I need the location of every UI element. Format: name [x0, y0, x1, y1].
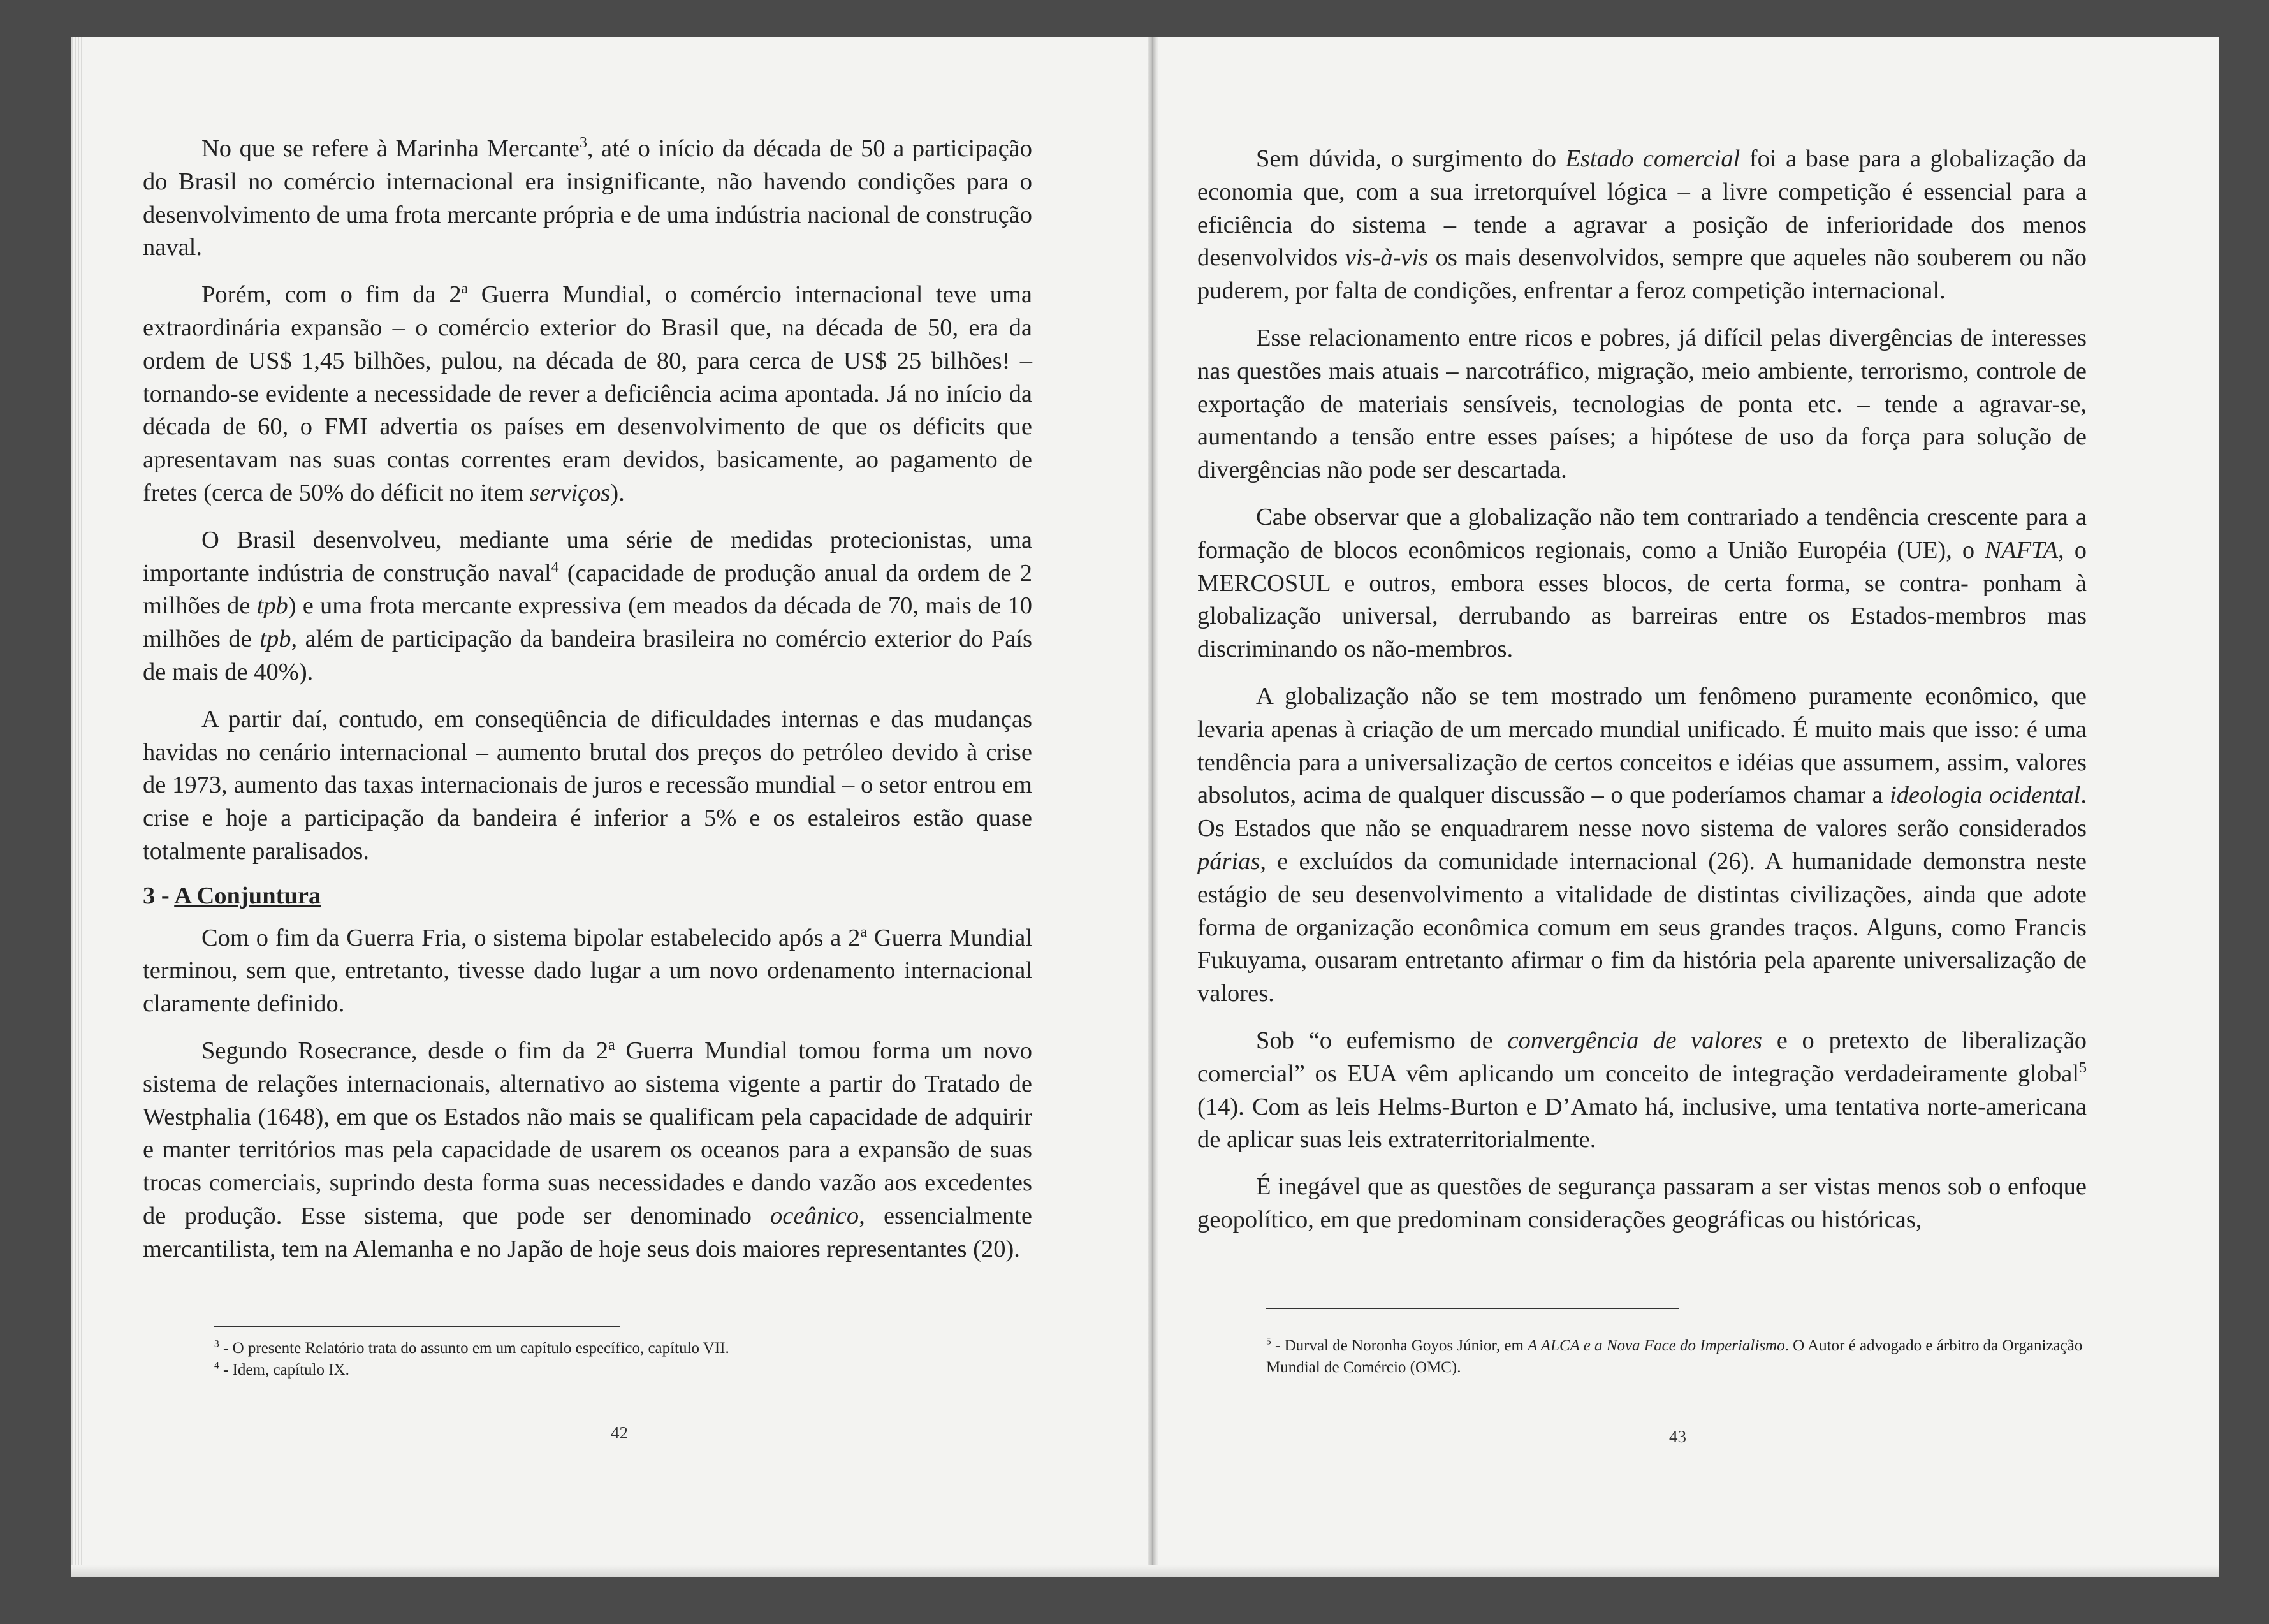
paragraph: Segundo Rosecrance, desde o fim da 2$^a$ Guerra Mundial tomou forma um novo sistema de relações internacionais, alternativo ao sistema vigente a partir do Tratado de Westphalia (1648), em que os Estados não mais se qualificam pela capacidade de adquirir e manter territórios mas pela capacidade de usarem os oceanos para a expansão de suas trocas comerciais, suprindo desta forma suas necessidades e dando vazão aos excedentes de produção. Esse sistema, que pode ser denominado oceânico, essencialmente mercantilista, tem na Alemanha e no Japão de hoje seus dois maiores representantes (20).: [143, 1037, 1033, 1262]
italic-text: Estado comercial: [1565, 145, 1740, 172]
left-paragraphs-after-heading: [143, 922, 1032, 1266]
paragraph: Sem dúvida, o surgimento do Estado comercial foi a base para a globalização da economia que, com a sua irretorquível lógica – a livre competição é essencial para a eficiência do sistema – tende a agravar a posição de inferioridade dos menos desenvolvidos vis-à-vis os mais desenvolvidos, sempre que aqueles não souberem ou não puderem, por falta de condições, enfrentar a feroz competição internacional.: [1197, 145, 2087, 305]
right-footnote-rule: [1266, 1308, 1679, 1309]
italic-text: párias: [1197, 847, 1260, 875]
section-heading-prefix: 3 -: [143, 882, 175, 909]
superscript: 3: [579, 135, 587, 152]
italic-text: vis-à-vis: [1345, 244, 1429, 272]
section-heading-title: A Conjuntura: [174, 882, 321, 909]
page-bottom-shadow: [71, 1565, 2219, 1577]
page-edge-stack: [71, 37, 82, 1577]
left-footnotes: [214, 1338, 1037, 1381]
italic-text: NAFTA: [1985, 536, 2059, 564]
paragraph: É inegável que as questões de segurança passaram a ser vistas menos sob o enfoque geopolítico, em que predominam considerações geográficas ou históricas,: [1197, 1173, 2087, 1233]
italic-text: ideologia ocidental: [1890, 782, 2081, 809]
superscript: 3: [214, 1338, 219, 1350]
superscript: 5: [2079, 1059, 2087, 1076]
left-page-number: 42: [611, 1423, 628, 1442]
paragraph: A partir daí, contudo, em conseqüência de dificuldades internas e das mudanças havidas no cenário internacional – aumento brutal dos preços do petróleo devido à crise de 1973, aumento das taxas internacionais de juros e recessão mundial – o setor entrou em crise e hoje a participação da bandeira é inferior a 5% e os estaleiros estão quase totalmente paralisados.: [143, 705, 1032, 865]
paragraph: Sob “o eufemismo de convergência de valores e o pretexto de liberalização comercial” os EUA vêm aplicando um conceito de integração verdadeiramente global$^5$ (14). Com as leis Helms-Burton e D’Amato há, inclusive, uma tentativa norte-americana de aplicar suas leis extraterritorialmente.: [1197, 1027, 2087, 1153]
superscript: a: [461, 281, 469, 298]
paragraph: O Brasil desenvolveu, mediante uma série de medidas protecionistas, uma importante indústria de construção naval$^4$ (capacidade de produção anual da ordem de 2 milhões de tpb) e uma frota mercante expressiva (em meados da década de 70, mais de 10 milhões de tpb, além de participação da bandeira brasileira no comércio exterior do País de mais de 40%).: [143, 526, 1033, 685]
italic-text: oceânico: [770, 1202, 859, 1229]
footnote: $^5$ - Durval de Noronha Goyos Júnior, em A ALCA e a Nova Face do Imperialismo. O Autor é advogado e árbitro da Organização Mundial de Comércio (OMC).: [1266, 1336, 2083, 1376]
right-footnotes: [1266, 1335, 2089, 1379]
right-page-number: 43: [1669, 1427, 1686, 1446]
superscript: a: [860, 923, 867, 940]
right-paragraphs: [1197, 143, 2087, 1237]
right-page-text: [1197, 143, 2087, 1251]
italic-text: tpb: [256, 592, 288, 620]
footnote: $^3$ - O presente Relatório trata do assunto em um capítulo específico, capítulo VII.: [214, 1338, 729, 1357]
paragraph: Com o fim da Guerra Fria, o sistema bipolar estabelecido após a 2$^a$ Guerra Mundial terminou, sem que, entretanto, tivesse dado lugar a um novo ordenamento internacional claramente definido.: [143, 923, 1032, 1018]
footnote: $^4$ - Idem, capítulo IX.: [214, 1360, 349, 1379]
italic-text: serviços: [530, 479, 611, 506]
italic-text: convergência de valores: [1507, 1027, 1763, 1054]
section-heading: [143, 880, 1032, 913]
paragraph: Cabe observar que a globalização não tem contrariado a tendência crescente para a formação de blocos econômicos regionais, como a União Européia (UE), o NAFTA, o MERCOSUL e outros, embora esses blocos, de certa forma, se contra- ponham à globalização universal, derrubando as barreiras entre os Estados-membros mas discriminando os não-membros.: [1197, 503, 2087, 663]
book-gutter: [1148, 37, 1158, 1577]
paragraph: Porém, com o fim da 2$^a$ Guerra Mundial, o comércio internacional teve uma extraordinária expansão – o comércio exterior do Brasil que, na década de 50, era da ordem de US$ 1,45 bilhões, pulou, na década de 80, para cerca de US$ 25 bilhões! – tornando-se evidente a necessidade de rever a deficiência acima apontada. Já no início da década de 60, o FMI advertia os países em desenvolvimento de que os déficits que apresentavam nas suas contas correntes eram devidos, basicamente, ao pagamento de fretes (cerca de 50% do déficit no item serviços).: [143, 281, 1032, 506]
paragraph: A globalização não se tem mostrado um fenômeno puramente econômico, que levaria apenas à criação de um mercado mundial unificado. É muito mais que isso: é uma tendência para a universalização de certos conceitos e idéias que assumem, assim, valores absolutos, acima de qualquer discussão – o que poderíamos chamar a ideologia ocidental. Os Estados que não se enquadrarem nesse novo sistema de valores serão considerados párias, e excluídos da comunidade internacional (26). A humanidade demonstra neste estágio de seu desenvolvimento a vitalidade de distintas civilizações, ainda que adote forma de organização econômica comum em seus grandes traços. Alguns, como Francis Fukuyama, ousaram entretanto afirmar o fim da história pela aparente universalização de valores.: [1197, 682, 2087, 1007]
superscript: 4: [551, 559, 559, 576]
superscript: 4: [214, 1360, 219, 1372]
superscript: a: [608, 1037, 615, 1054]
left-page-text: [143, 133, 1032, 1280]
left-paragraphs: [143, 133, 1032, 868]
superscript: 5: [1266, 1336, 1271, 1347]
italic-text: tpb: [259, 625, 291, 653]
italic-text: A ALCA e a Nova Face do Imperialismo: [1528, 1337, 1785, 1354]
paragraph: Esse relacionamento entre ricos e pobres, já difícil pelas divergências de interesses nas questões mais atuais – narcotráfico, migração, meio ambiente, terrorismo, controle de exportação de materiais sensíveis, tecnologias de ponta etc. – tende a agravar-se, aumentando a tensão entre esses países; a hipótese de uso da força para solução de divergências não pode ser descartada.: [1197, 324, 2087, 484]
paragraph: No que se refere à Marinha Mercante$^3$, até o início da década de 50 a participação do Brasil no comércio internacional era insignificante, não havendo condições para o desenvolvimento de uma frota mercante própria e de uma indústria nacional de construção naval.: [143, 135, 1032, 261]
left-footnote-rule: [214, 1326, 620, 1327]
